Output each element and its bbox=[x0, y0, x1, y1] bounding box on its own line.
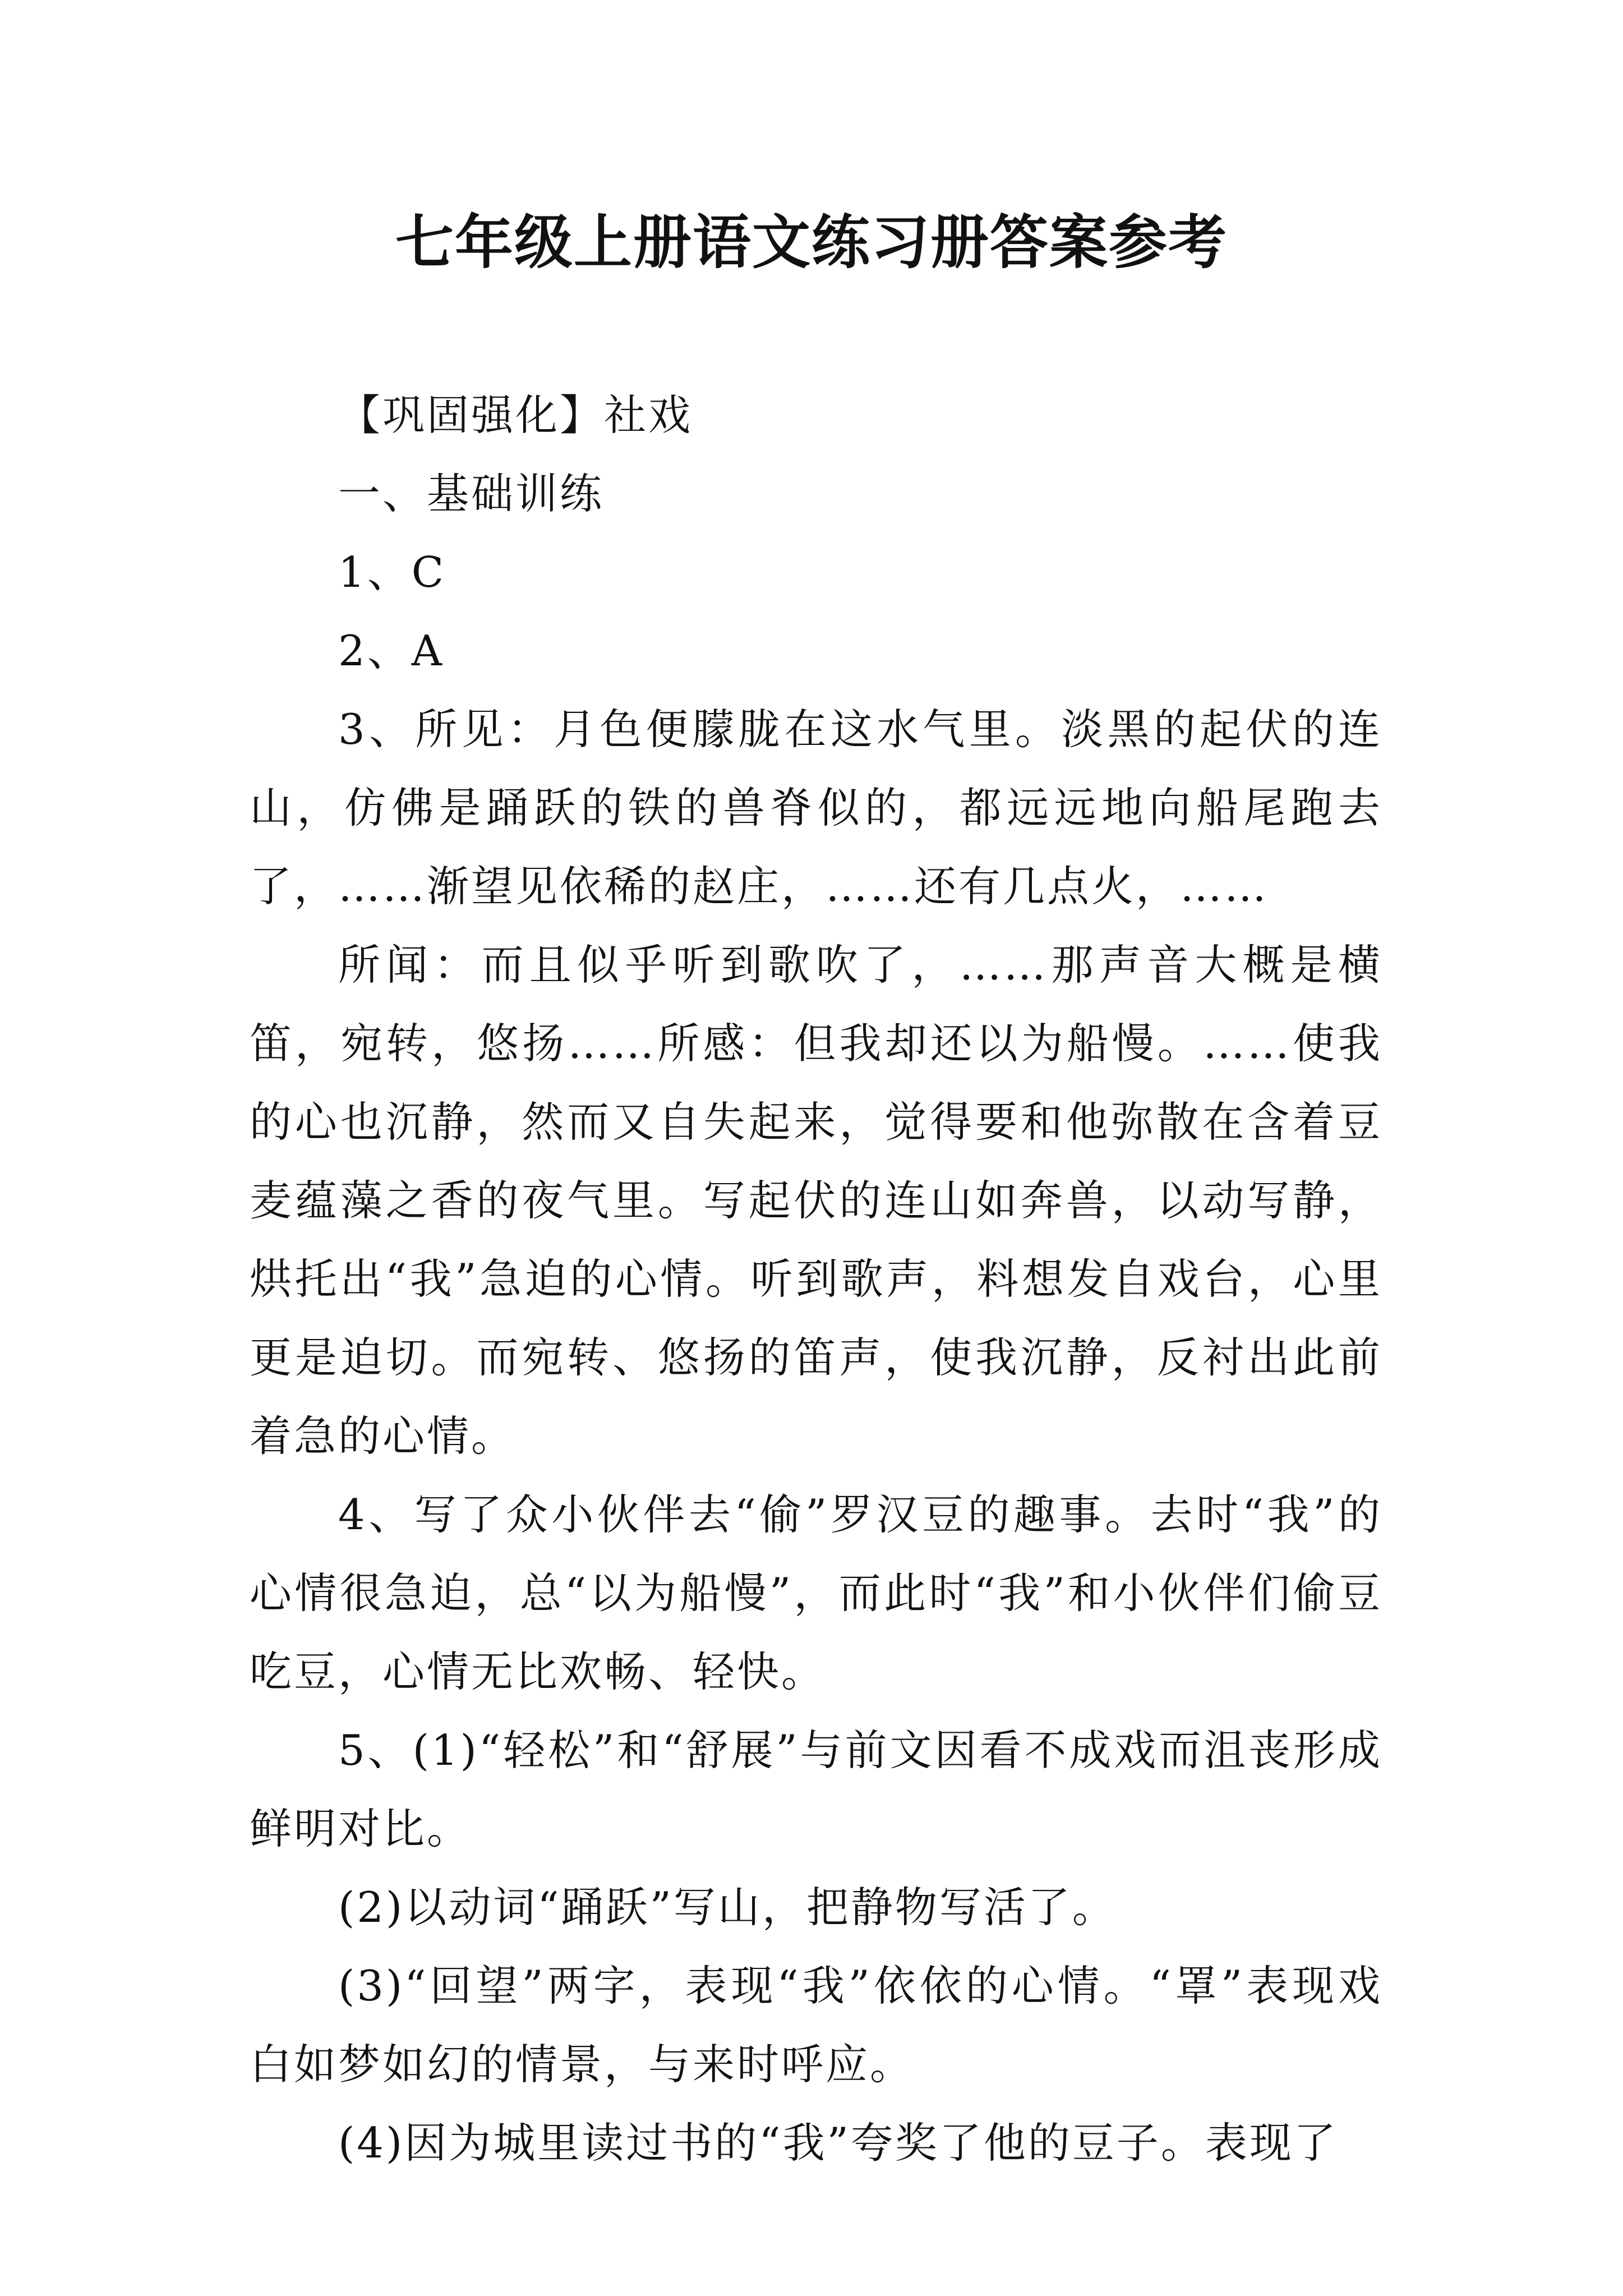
paragraph: (2)以动词“踊跃”写山，把静物写活了。 bbox=[338, 1883, 1117, 1932]
paragraph: 3、所见：月色便朦胧在这水气里。淡黑的起伏的连山，仿佛是踊跃的铁的兽脊似的，都远远地向船尾跑去了，……渐望见依稀的赵庄，……还有几点火，…… bbox=[250, 705, 1382, 911]
paragraph: (3)“回望”两字，表现“我”依依的心情。“罩”表现戏白如梦如幻的情景，与来时呼应。 bbox=[250, 1961, 1382, 2089]
paragraph: 所闻：而且似乎听到歌吹了，……那声音大概是横笛，宛转，悠扬……所感：但我却还以为船慢。……使我的心也沉静，然而又自失起来，觉得要和他弥散在含着豆麦蕴藻之香的夜气里。写起伏的连山如奔兽，以动写静，烘托出“我”急迫的心情。听到歌声，料想发自戏台，心里更是迫切。而宛转、悠扬的笛声，使我沉静，反衬出此前着急的心情。 bbox=[250, 940, 1382, 1461]
paragraph: 【巩固强化】社戏 bbox=[338, 390, 693, 440]
document-title: 七年级上册语文练习册答案参考 bbox=[395, 208, 1228, 277]
document-body bbox=[250, 376, 1382, 2182]
paragraph: 4、写了众小伙伴去“偷”罗汉豆的趣事。去时“我”的心情很急迫，总“以为船慢”，而此时“我”和小伙伴们偷豆吃豆，心情无比欢畅、轻快。 bbox=[250, 1490, 1382, 1696]
paragraph: (4)因为城里读过书的“我”夸奖了他的豆子。表现了 bbox=[338, 2118, 1338, 2168]
paragraph: 5、(1)“轻松”和“舒展”与前文因看不成戏而沮丧形成鲜明对比。 bbox=[250, 1726, 1382, 1853]
paragraph: 2、A bbox=[338, 626, 444, 675]
paragraph: 1、C bbox=[338, 547, 446, 597]
paragraph: 一、基础训练 bbox=[338, 469, 605, 518]
